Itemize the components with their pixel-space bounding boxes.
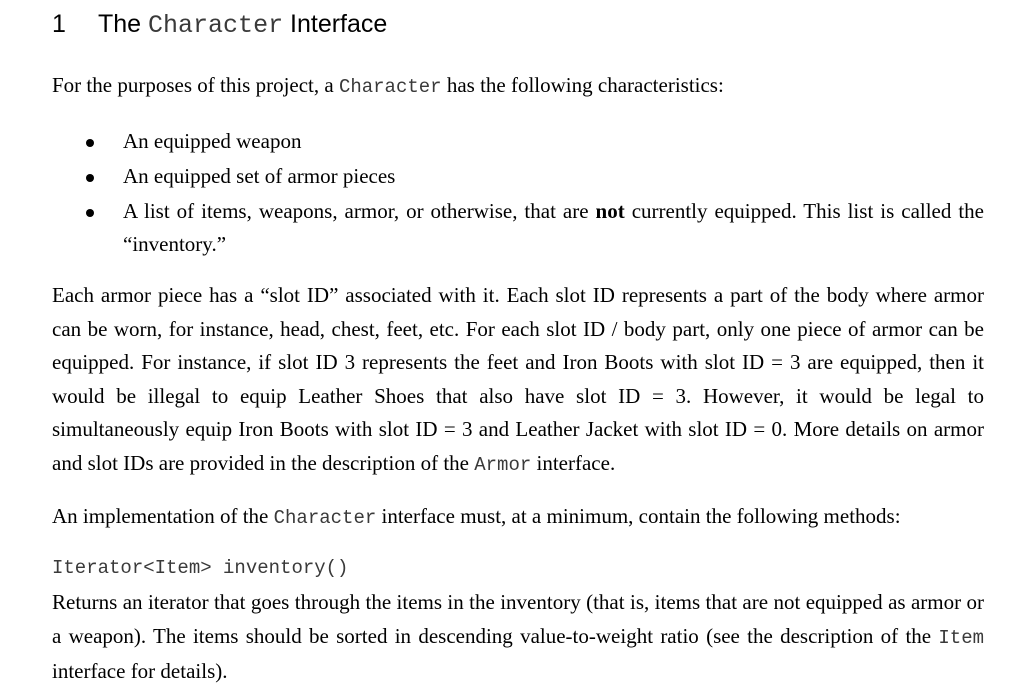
item-code: Item: [938, 626, 984, 649]
list-item-text: An equipped set of armor pieces: [123, 164, 396, 188]
characteristics-list: [52, 125, 984, 263]
section-heading: [52, 8, 387, 40]
methods-intro-code: Character: [273, 507, 377, 529]
intro-code: Character: [338, 76, 442, 98]
methods-intro-pre: An implementation of the: [52, 504, 269, 528]
list-item: [52, 160, 984, 193]
section-title-pre: The: [98, 10, 142, 38]
slot-id-text-post: interface.: [536, 450, 616, 475]
section-title-code: Character: [148, 11, 284, 40]
section-title-post: Interface: [290, 10, 388, 38]
armor-code: Armor: [474, 453, 532, 476]
list-item-text: An equipped weapon: [123, 129, 302, 153]
method-description: [52, 586, 984, 689]
list-item-bold: not: [595, 199, 625, 223]
slot-id-text: Each armor piece has a “slot ID” associated with it. Each slot ID represents a part of the body where armor can be worn, for instance, head, chest, feet, etc. For each slot ID / body part, only one piece of armor can be equipped. For instance, if slot ID 3 represents the feet and Iron Boots with slot ID = 3 are equipped, then it would be illegal to equip Leather Shoes that also have slot ID = 3. However, it would be legal to simultaneously equip Iron Boots with slot ID = 3 and Leather Jacket with slot ID = 0. More details on armor and slot IDs are provided in the description of the: [52, 283, 984, 475]
method-description-pre: Returns an iterator that goes through the items in the inventory (that is, items that are not equipped as armor or a weapon). The items should be sorted in descending value-to-weight ratio (see the description of the: [52, 590, 984, 648]
bullet-icon: [86, 209, 94, 217]
bullet-icon: [86, 139, 94, 147]
intro-paragraph: [52, 70, 724, 102]
methods-intro-post: interface must, at a minimum, contain the following methods:: [381, 504, 901, 528]
method-signature: Iterator<Item> inventory(): [52, 557, 349, 579]
method-description-post: interface for details).: [52, 659, 228, 683]
list-item: [52, 125, 984, 158]
methods-intro-paragraph: [52, 500, 984, 536]
intro-text-pre: For the purposes of this project, a: [52, 73, 334, 97]
list-item: [52, 195, 984, 261]
slot-id-paragraph: [52, 279, 984, 482]
intro-text-post: has the following characteristics:: [446, 73, 724, 97]
bullet-icon: [86, 174, 94, 182]
section-number: 1: [52, 10, 66, 38]
list-item-text-post: currently equipped. This list is called the “inventory.”: [123, 199, 985, 256]
list-item-text-pre: A list of items, weapons, armor, or otherwise, that are: [123, 199, 589, 223]
